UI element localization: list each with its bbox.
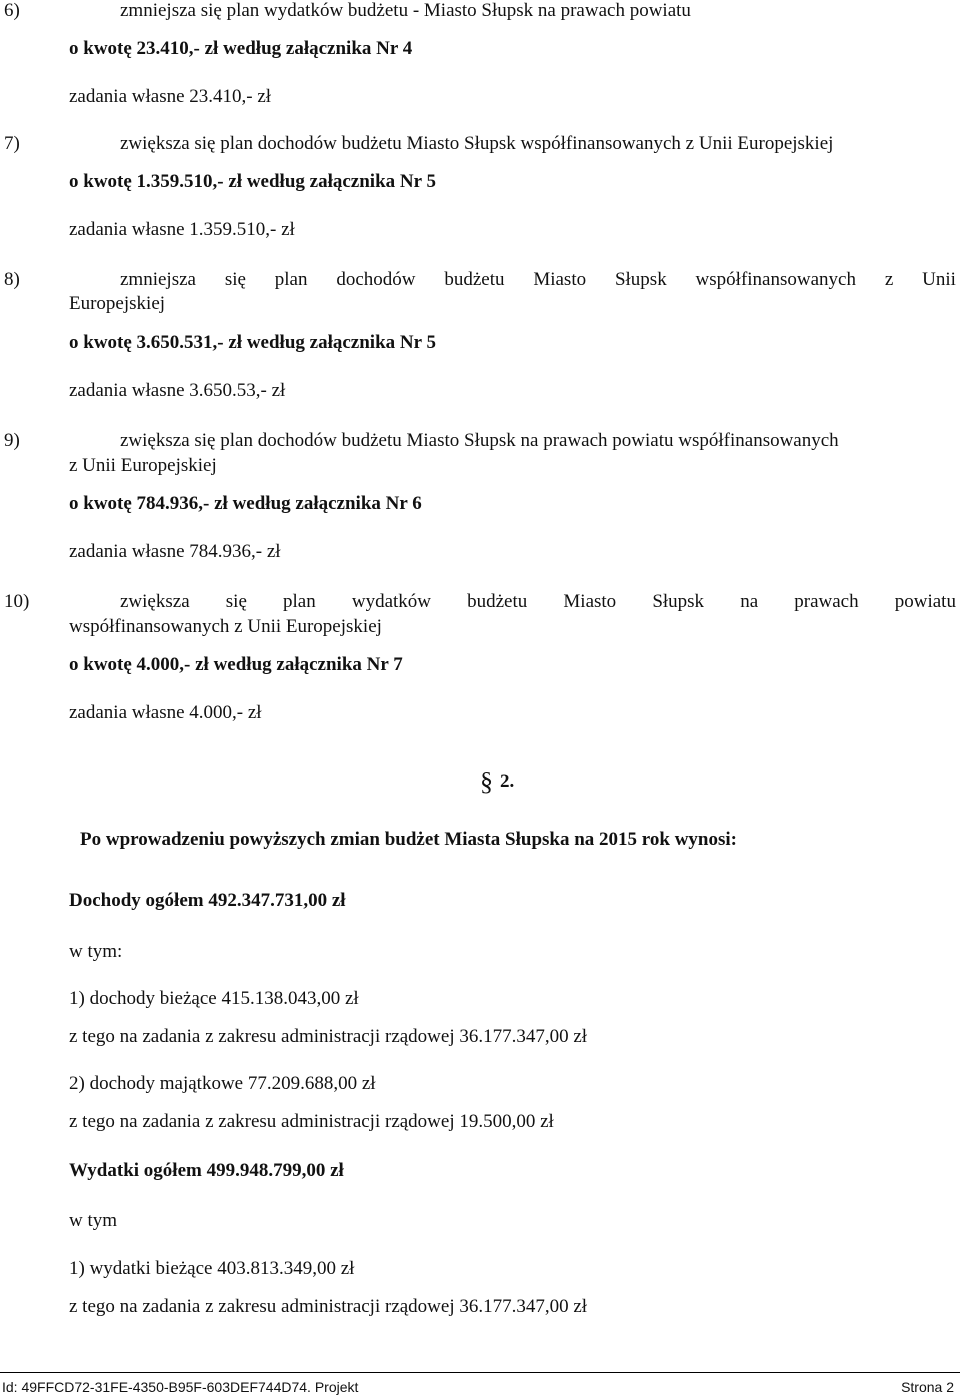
item-8-text — [120, 269, 956, 291]
expense-current: 1) wydatki bieżące 403.813.349,00 zł — [69, 1258, 355, 1279]
summary-heading: Po wprowadzeniu powyższych zmian budżet Miasta Słupska na 2015 rok wynosi: — [80, 829, 737, 850]
item-8-amount: o kwotę 3.650.531,- zł według załącznika Nr 5 — [69, 332, 436, 353]
item-7-text: zwiększa się plan dochodów budżetu Miasto Słupsk współfinansowanych z Unii Europejskiej — [120, 133, 834, 154]
item-10-word: się — [225, 591, 247, 612]
item-8-text-continued: Europejskiej — [69, 293, 166, 314]
item-10-text — [120, 591, 956, 613]
item-10-amount: o kwotę 4.000,- zł według załącznika Nr 7 — [69, 654, 403, 675]
item-10-word: powiatu — [894, 591, 956, 612]
item-10-own-tasks: zadania własne 4.000,- zł — [69, 702, 262, 723]
expense-total: Wydatki ogółem 499.948.799,00 zł — [69, 1160, 344, 1181]
item-8-word: z — [884, 269, 894, 290]
item-8-word: plan — [274, 269, 308, 290]
item-6-own-tasks: zadania własne 23.410,- zł — [69, 86, 272, 107]
item-10-word: Miasto — [563, 591, 617, 612]
item-9-text-continued: z Unii Europejskiej — [69, 455, 217, 476]
page-number: Strona 2 — [901, 1379, 954, 1395]
item-6-text: zmniejsza się plan wydatków budżetu - Miasto Słupsk na prawach powiatu — [120, 0, 691, 21]
item-10-number: 10) — [4, 591, 30, 612]
section-number: 2. — [500, 771, 515, 792]
income-current-government: z tego na zadania z zakresu administracji rządowej 36.177.347,00 zł — [69, 1026, 588, 1047]
item-8-word: budżetu — [444, 269, 505, 290]
item-10-word: budżetu — [467, 591, 528, 612]
page-footer — [0, 1372, 960, 1397]
item-10-word: wydatków — [351, 591, 431, 612]
income-capital-government: z tego na zadania z zakresu administracji rządowej 19.500,00 zł — [69, 1111, 554, 1132]
item-10-word: Słupsk — [652, 591, 705, 612]
document-id: Id: 49FFCD72-31FE-4350-B95F-603DEF744D74. Projekt — [2, 1379, 359, 1395]
expense-breakdown-label: w tym — [69, 1210, 118, 1231]
income-total: Dochody ogółem 492.347.731,00 zł — [69, 890, 346, 911]
item-8-word: dochodów — [336, 269, 416, 290]
section-mark — [480, 767, 520, 796]
item-10-word: plan — [283, 591, 316, 612]
item-10-word: prawach — [794, 591, 859, 612]
item-9-number: 9) — [4, 430, 20, 451]
expense-current-government: z tego na zadania z zakresu administracji rządowej 36.177.347,00 zł — [69, 1296, 588, 1317]
item-10-word: zwiększa — [120, 591, 190, 612]
item-10-text-continued: współfinansowanych z Unii Europejskiej — [69, 616, 382, 637]
income-breakdown-label: w tym: — [69, 941, 123, 962]
item-7-number: 7) — [4, 133, 20, 154]
item-6-number: 6) — [4, 0, 20, 21]
item-10-word: na — [740, 591, 759, 612]
income-capital: 2) dochody majątkowe 77.209.688,00 zł — [69, 1073, 376, 1094]
item-9-amount: o kwotę 784.936,- zł według załącznika Nr 6 — [69, 493, 422, 514]
section-symbol: § — [480, 767, 493, 796]
item-8-word: Unii — [922, 269, 956, 290]
item-6-amount: o kwotę 23.410,- zł według załącznika Nr 4 — [69, 38, 413, 59]
item-8-word: Miasto — [533, 269, 587, 290]
item-8-word: współfinansowanych — [695, 269, 856, 290]
item-8-word: Słupsk — [614, 269, 667, 290]
income-current: 1) dochody bieżące 415.138.043,00 zł — [69, 988, 359, 1009]
item-9-own-tasks: zadania własne 784.936,- zł — [69, 541, 281, 562]
item-9-text: zwiększa się plan dochodów budżetu Miasto Słupsk na prawach powiatu współfinansowanych — [120, 430, 839, 451]
item-7-amount: o kwotę 1.359.510,- zł według załącznika Nr 5 — [69, 171, 436, 192]
item-8-own-tasks: zadania własne 3.650.53,- zł — [69, 380, 286, 401]
item-8-word: się — [224, 269, 246, 290]
item-8-word: zmniejsza — [120, 269, 196, 290]
item-7-own-tasks: zadania własne 1.359.510,- zł — [69, 219, 295, 240]
item-8-number: 8) — [4, 269, 20, 290]
